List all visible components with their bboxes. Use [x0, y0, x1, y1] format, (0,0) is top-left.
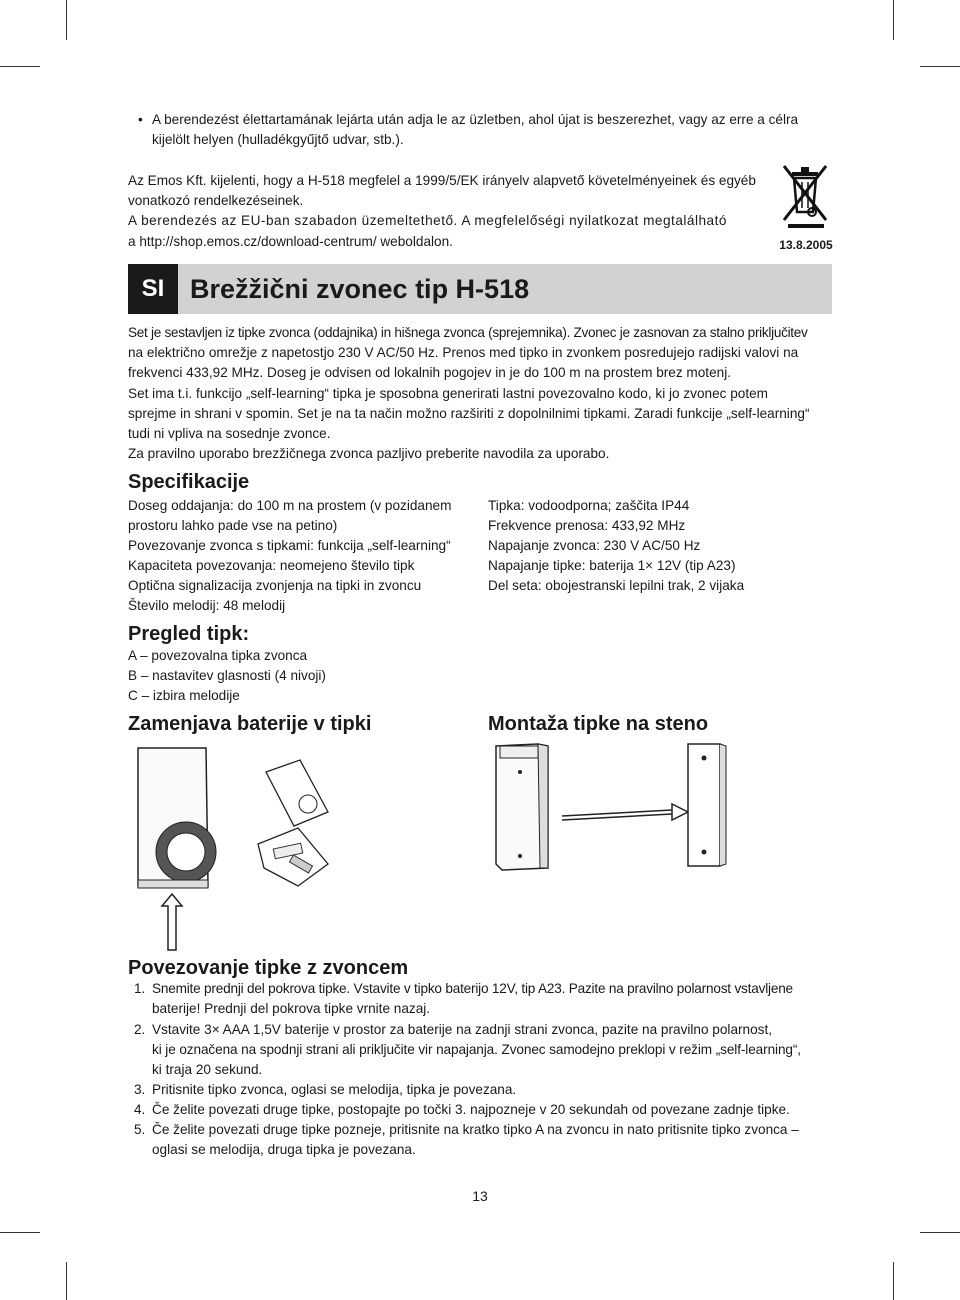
language-tag: SI [128, 264, 178, 314]
spec-left-line: Kapaciteta povezovanja: neomejeno število tipk [128, 558, 415, 573]
intro-line: Set je sestavljen iz tipke zvonca (oddajnika) in hišnega zvonca (sprejemnika). Zvonec je zasnovan za stalno priključitev [128, 325, 808, 340]
intro-line: na električno omrežje z napetostjo 230 V AC/50 Hz. Prenos med tipko in zvonkem posredujejo radijski valovi na [128, 345, 799, 360]
step-line: oglasi se melodija, druga tipka je povezana. [152, 1142, 416, 1157]
bullet-dot: • [138, 112, 143, 127]
page-number: 13 [472, 1188, 488, 1204]
spec-left-line: Doseg oddajanja: do 100 m na prostem (v pozidanem [128, 498, 452, 513]
mount-heading: Montaža tipke na steno [488, 713, 709, 735]
spec-left-line: Optična signalizacija zvonjenja na tipki in zvoncu [128, 578, 422, 593]
section-header [128, 264, 832, 314]
button-item: C – izbira melodije [128, 688, 240, 703]
step-number: 2. [134, 1022, 146, 1037]
step-number: 4. [134, 1102, 146, 1117]
intro-line: frekvenci 433,92 MHz. Doseg je odvisen od lokalnih pogojev in je do 100 m na prostem brez motenj. [128, 365, 731, 380]
step-line: Če želite povezati druge tipke, postopajte po točki 3. najpozneje v 20 sekundah od povezane zadnje tipke. [152, 1102, 790, 1117]
step-line: Pritisnite tipko zvonca, oglasi se melodija, tipka je povezana. [152, 1082, 517, 1097]
hu-declaration-line: vonatkozó rendelkezéseinek. [128, 193, 304, 208]
hu-bullet-line: kijelölt helyen (hulladékgyűjtő udvar, stb.). [152, 132, 404, 147]
spec-right-line: Napajanje zvonca: 230 V AC/50 Hz [488, 538, 701, 553]
intro-line: Set ima t.i. funkcijo „self-learning“ tipka je sposobna generirati lastni povezovalno kodo, ki jo zvonec potem [128, 386, 768, 401]
weee-date: 13.8.2005 [779, 238, 833, 252]
hu-declaration-line: Az Emos Kft. kijelenti, hogy a H-518 megfelel a 1999/5/EK irányelv alapvető követelményeinek és egyéb [128, 173, 756, 188]
weee-bin-icon [782, 162, 830, 240]
section-title: Brežžični zvonec tip H-518 [190, 274, 530, 304]
step-line: ki je označena na spodnji strani ali priključite vir napajanja. Zvonec samodejno preklopi v režim „self-learning“, [152, 1042, 801, 1057]
hu-declaration-line: a http://shop.emos.cz/download-centrum/ weboldalon. [128, 234, 453, 249]
hu-declaration-line: A berendezés az EU-ban szabadon üzemeltethető. A megfelelőségi nyilatkozat megtalálható [128, 213, 727, 228]
specs-heading: Specifikacije [128, 471, 250, 493]
step-line: baterije! Prednji del pokrova tipke vrnite nazaj. [152, 1001, 431, 1016]
spec-left-line: prostoru lahko pade vse na petino) [128, 518, 338, 533]
battery-replacement-illustration [128, 740, 348, 960]
crop-mark [920, 1232, 960, 1233]
hu-bullet-line: A berendezést élettartamának lejárta után adja le az üzletben, ahol újat is beszerezhet, vagy az erre a célra [152, 112, 799, 127]
intro-line: tudi ni vpliva na sosednje zvonce. [128, 426, 331, 441]
wall-mount-illustration [488, 740, 728, 880]
intro-line: Za pravilno uporabo brezžičnega zvonca pazljivo preberite navodila za uporabo. [128, 446, 610, 461]
step-number: 5. [134, 1122, 146, 1137]
step-line: Snemite prednji del pokrova tipke. Vstavite v tipko baterijo 12V, tip A23. Pazite na pravilno polarnost vstavljene [152, 981, 793, 996]
spec-left-line: Povezovanje zvonca s tipkami: funkcija „self-learning“ [128, 538, 451, 553]
buttons-heading: Pregled tipk: [128, 623, 250, 645]
spec-left-line: Število melodij: 48 melodij [128, 598, 286, 613]
step-line: ki traja 20 sekund. [152, 1062, 263, 1077]
spec-right-line: Del seta: obojestranski lepilni trak, 2 vijaka [488, 578, 745, 593]
intro-line: sprejme in shrani v spomin. Set je na ta način možno razširiti z dopolnilnimi tipkami. Zaradi funkcije „self-learning“ [128, 406, 810, 421]
crop-mark [0, 1232, 40, 1233]
battery-heading: Zamenjava baterije v tipki [128, 713, 372, 735]
step-line: Vstavite 3× AAA 1,5V baterije v prostor za baterije na zadnji strani zvonca, pazite na pravilno polarnost, [152, 1022, 773, 1037]
crop-mark [66, 0, 67, 40]
crop-mark [0, 66, 40, 67]
crop-mark [66, 1262, 67, 1300]
spec-right-line: Tipka: vodoodporna; zaščita IP44 [488, 498, 690, 513]
button-item: A – povezovalna tipka zvonca [128, 648, 308, 663]
spec-right-line: Frekvence prenosa: 433,92 MHz [488, 518, 686, 533]
spec-right-line: Napajanje tipke: baterija 1× 12V (tip A23) [488, 558, 736, 573]
connect-heading: Povezovanje tipke z zvoncem [128, 957, 409, 979]
crop-mark [920, 66, 960, 67]
button-item: B – nastavitev glasnosti (4 nivoji) [128, 668, 326, 683]
step-line: Če želite povezati druge tipke pozneje, pritisnite na kratko tipko A na zvoncu in nato pritisnite tipko zvonca – [152, 1122, 799, 1137]
crop-mark [893, 1262, 894, 1300]
step-number: 1. [134, 981, 146, 996]
step-number: 3. [134, 1082, 146, 1097]
crop-mark [893, 0, 894, 40]
